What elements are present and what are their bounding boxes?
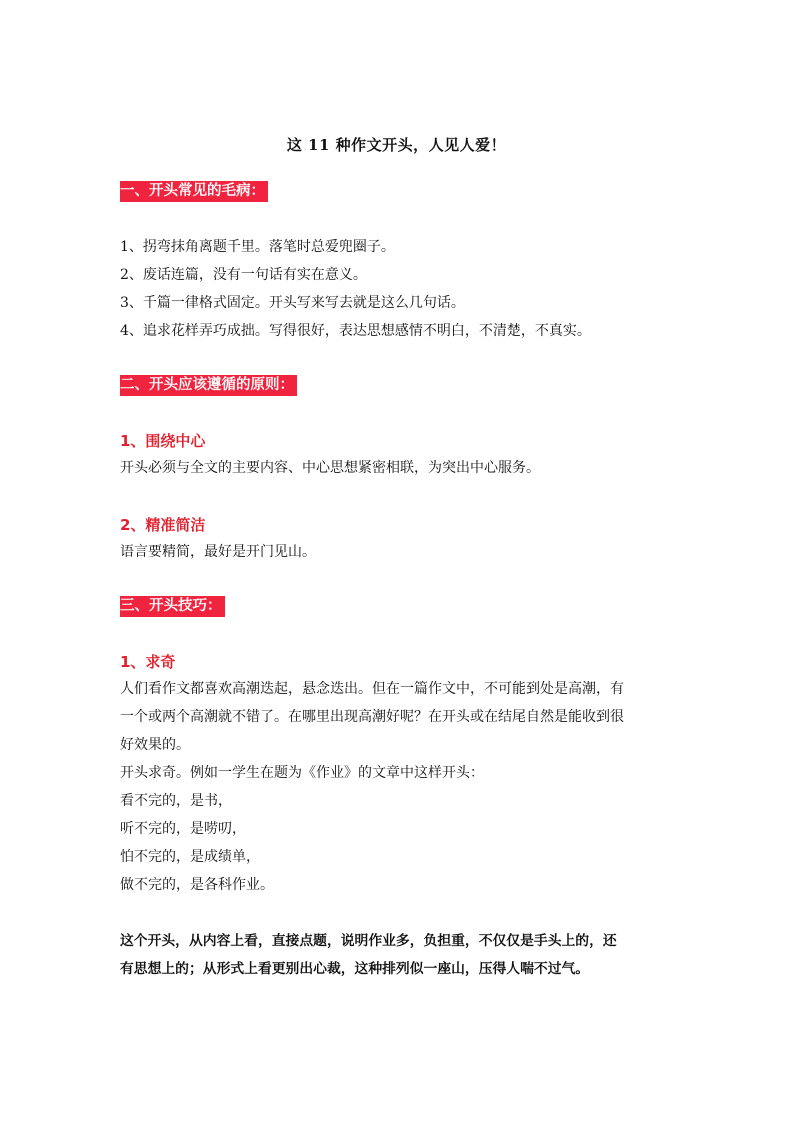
section-heading-techniques: 三、开头技巧： [120,596,225,617]
section-heading-problems: 一、开头常见的毛病： [120,181,268,202]
principle-title: 2、精准简洁 [120,516,206,534]
principle-text: 开头必须与全文的主要内容、中心思想紧密相联，为突出中心服务。 [120,460,540,476]
list-item: 3、千篇一律格式固定。开头写来写去就是这么几句话。 [120,295,465,311]
paragraph-line: 看不完的，是书， [120,793,232,809]
comment-line: 这个开头，从内容上看，直接点题，说明作业多，负担重，不仅仅是手头上的，还 [120,933,617,949]
page-title: 这 11 种作文开头，人见人爱！ [286,136,507,154]
principle-title: 1、围绕中心 [120,432,206,450]
paragraph-line: 一个或两个高潮就不错了。在哪里出现高潮好呢？在开头或在结尾自然是能收到很 [120,709,624,725]
paragraph-line: 人们看作文都喜欢高潮迭起，悬念迭出。但在一篇作文中，不可能到处是高潮，有 [120,681,624,697]
list-item: 2、废话连篇，没有一句话有实在意义。 [120,267,367,283]
list-item: 4、追求花样弄巧成拙。写得很好，表达思想感情不明白，不清楚，不真实。 [120,323,591,339]
paragraph-line: 做不完的，是各科作业。 [120,877,274,893]
section-heading-principles: 二、开头应该遵循的原则： [120,375,297,396]
principle-text: 语言要精简，最好是开门见山。 [120,544,316,560]
list-item: 1、拐弯抹角离题千里。落笔时总爱兜圈子。 [120,239,395,255]
paragraph-line: 怕不完的，是成绩单， [120,849,260,865]
paragraph-line: 好效果的。 [120,737,190,753]
paragraph-line: 听不完的，是唠叨， [120,821,246,837]
comment-line: 有思想上的；从形式上看更别出心裁，这种排列似一座山，压得人喘不过气。 [120,961,590,977]
technique-title: 1、求奇 [120,653,176,671]
paragraph-line: 开头求奇。例如一学生在题为《作业》的文章中这样开头： [120,765,484,781]
